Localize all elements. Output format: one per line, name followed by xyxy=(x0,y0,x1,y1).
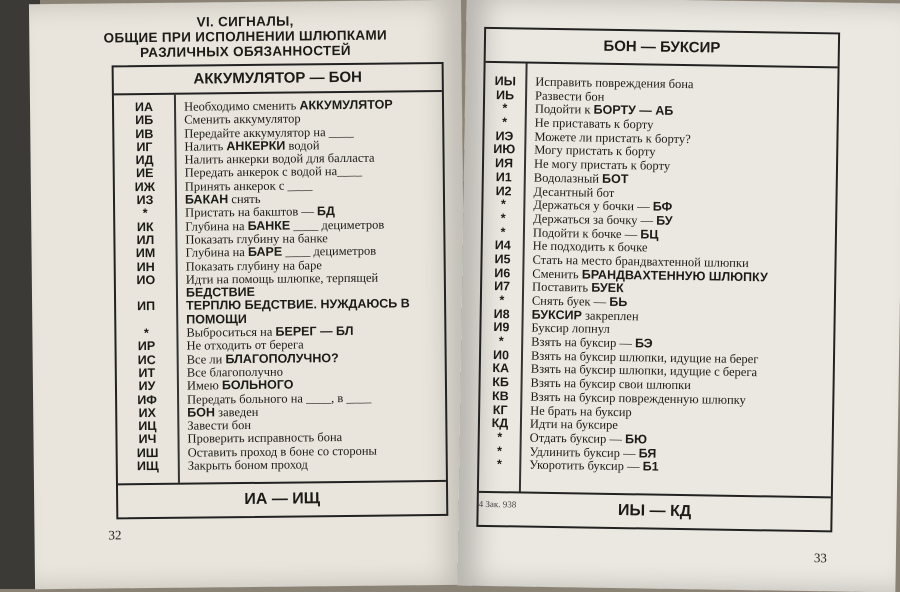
signal-text: Не приставать к борту xyxy=(535,116,654,132)
signal-code: ИХ xyxy=(117,407,177,421)
signal-keyword: АНКЕРКИ xyxy=(226,138,285,153)
signal-text: Проверить исправность бона xyxy=(187,430,342,446)
signal-text: Отдать буксир — xyxy=(530,431,622,446)
signal-text: Выброситься на xyxy=(186,325,272,340)
signal-text: Держаться у бочки — xyxy=(533,198,649,214)
signal-text: Могу пристать к борту xyxy=(534,143,656,159)
signal-keyword: БОРТУ — АБ xyxy=(593,103,673,118)
signal-code: ИЗ xyxy=(115,194,175,208)
signal-text: Не брать на буксир xyxy=(530,403,632,419)
signal-tail: ____ дециметров xyxy=(290,217,384,232)
signal-text: Поставить xyxy=(532,280,588,295)
signal-code: ИЦ xyxy=(117,420,177,434)
signal-text: Налить анкерки водой для балласта xyxy=(185,151,375,167)
signal-code: ИЧ xyxy=(117,433,177,447)
right-signal-table xyxy=(476,27,840,533)
signal-text: Буксир лопнул xyxy=(531,321,610,336)
signal-text: Подойти к бочке — xyxy=(533,225,637,241)
signal-code: ИЕ xyxy=(115,167,175,181)
signal-text: Закрыть боном проход xyxy=(188,457,308,472)
signal-code: ИЩ xyxy=(118,460,178,474)
signal-text: Стать на место брандвахтенной шлюпки xyxy=(532,253,748,270)
section-title-line-1: VI. СИГНАЛЫ, xyxy=(29,12,461,32)
signal-code: ИС xyxy=(117,353,177,367)
signal-text: Передать анкерок с водой на____ xyxy=(185,164,363,180)
signal-code: И9 xyxy=(481,321,521,335)
signal-code: КГ xyxy=(480,403,520,417)
signal-keyword: БРАНДВАХТЕННУЮ ШЛЮПКУ xyxy=(582,267,768,284)
signal-code: ИЯ xyxy=(484,157,524,171)
signal-keyword: БЮ xyxy=(625,432,647,446)
signal-code: ИМ xyxy=(116,247,176,261)
signal-text: Взять на буксир шлюпки, идущие на берег xyxy=(531,348,759,366)
signal-keyword: Б1 xyxy=(643,460,659,474)
signal-text: Глубина на xyxy=(185,245,244,260)
signal-code: И0 xyxy=(481,349,521,363)
signal-keyword: БЕДСТВИЕ xyxy=(186,285,255,300)
signal-text: Идти на буксире xyxy=(530,417,618,432)
signal-code: ИА xyxy=(114,101,174,115)
signal-code: ИВ xyxy=(114,127,174,141)
signal-keyword: БУЕК xyxy=(591,281,624,296)
signal-keyword: БОЛЬНОГО xyxy=(222,378,294,393)
signal-code: ИР xyxy=(116,340,176,354)
signal-code: ИЬ xyxy=(485,89,525,103)
signal-text: Показать глубину на банке xyxy=(185,231,327,246)
signal-text: Оставить проход в боне со стороны xyxy=(188,443,377,459)
signal-code: * xyxy=(483,198,523,212)
signal-keyword: ПОМОЩИ xyxy=(186,312,247,327)
signal-text: Взять на буксир — xyxy=(531,335,632,351)
signal-code: * xyxy=(485,116,525,130)
signal-text: Развести бон xyxy=(535,88,604,103)
signal-keyword: БОТ xyxy=(602,172,629,186)
signal-code: * xyxy=(485,102,525,116)
signal-code: * xyxy=(483,212,523,226)
signal-text: Укоротить буксир — xyxy=(529,458,639,474)
signal-code: КВ xyxy=(480,390,520,404)
signal-tail: заведен xyxy=(215,405,259,419)
signal-code: ИО xyxy=(116,274,176,288)
left-text-column xyxy=(184,98,444,473)
signal-text: Подойти к xyxy=(535,102,591,117)
signal-code: ИЫ xyxy=(485,75,525,89)
signal-keyword: АККУМУЛЯТОР xyxy=(299,97,392,112)
signal-text: Глубина на xyxy=(185,219,244,234)
left-page-number: 32 xyxy=(108,527,121,543)
signal-keyword: БЛАГОПОЛУЧНО? xyxy=(225,351,338,366)
signal-code: ИШ xyxy=(118,446,178,460)
signal-code: И2 xyxy=(483,184,523,198)
signal-code: ИК xyxy=(115,220,175,234)
signal-text: Имею xyxy=(187,379,219,393)
signal-code: * xyxy=(480,431,520,445)
signature-mark: 4 Зак. 938 xyxy=(479,499,517,510)
signal-code: И7 xyxy=(482,280,522,294)
signal-text: Удлинить буксир — xyxy=(529,444,635,460)
right-text-column xyxy=(529,76,835,478)
left-page xyxy=(29,0,467,589)
signal-text: Не могу пристать к борту xyxy=(534,157,670,173)
signal-code: * xyxy=(481,335,521,349)
signal-text: Снять буек — xyxy=(532,294,606,309)
signal-text: Исправить повреждения бона xyxy=(535,75,693,91)
signal-code: И5 xyxy=(482,253,522,267)
signal-keyword: БОН xyxy=(187,405,215,419)
signal-text: Взять на буксир поврежденную шлюпку xyxy=(530,389,746,406)
signal-code: ИУ xyxy=(117,380,177,394)
signal-code: ИН xyxy=(116,260,176,274)
signal-code: ИЖ xyxy=(115,181,175,195)
signal-tail: снять xyxy=(228,192,260,206)
signal-code: * xyxy=(483,225,523,239)
signal-code: ИД xyxy=(115,154,175,168)
signal-tail: закреплен xyxy=(582,308,639,323)
right-code-column xyxy=(479,75,525,473)
signal-text: Передайте аккумулятор на ____ xyxy=(184,124,354,140)
signal-text: Налить xyxy=(184,139,223,153)
signal-text: Не отходить от берега xyxy=(186,338,303,353)
signal-keyword: БФ xyxy=(653,200,673,214)
section-title-line-2: ОБЩИЕ ПРИ ИСПОЛНЕНИИ ШЛЮПКАМИ xyxy=(29,27,461,47)
signal-code: ИТ xyxy=(117,367,177,381)
signal-code: ИЛ xyxy=(115,234,175,248)
signal-text: Передать больного на ____, в ____ xyxy=(187,390,371,406)
right-table-header: БОН — БУКСИР xyxy=(486,29,838,69)
signal-code: ИП xyxy=(116,300,176,314)
signal-code: КБ xyxy=(480,376,520,390)
right-page xyxy=(457,0,900,592)
signal-code: ИФ xyxy=(117,393,177,407)
signal-text: Пристать на бакштов — xyxy=(185,205,314,220)
section-title-line-3: РАЗЛИЧНЫХ ОБЯЗАННОСТЕЙ xyxy=(29,42,461,62)
signal-tail: ____ дециметров xyxy=(282,244,376,259)
signal-keyword: БУ xyxy=(656,213,673,227)
signal-code: ИЭ xyxy=(484,130,524,144)
signal-code: * xyxy=(116,327,176,341)
signal-code: * xyxy=(479,444,519,458)
signal-text: Все ли xyxy=(187,352,223,366)
section-title xyxy=(29,12,461,62)
signal-keyword: БУКСИР xyxy=(532,307,582,322)
signal-text: Завести бон xyxy=(187,418,251,433)
signal-meaning xyxy=(188,457,444,473)
signal-code: И6 xyxy=(482,267,522,281)
signal-code: ИБ xyxy=(114,114,174,128)
signal-text: Идти на помощь шлюпке, терпящей xyxy=(186,270,378,286)
left-signal-table xyxy=(112,62,449,519)
signal-text: Взять на буксир шлюпки, идущие с берега xyxy=(531,362,757,380)
signal-code: И4 xyxy=(483,239,523,253)
signal-text: Показать глубину на баре xyxy=(186,258,322,273)
right-table-footer: ИЫ — КД xyxy=(478,491,830,531)
signal-text: Сменить аккумулятор xyxy=(184,112,301,127)
signal-keyword: БД xyxy=(317,204,335,218)
signal-text: Держаться за бочку — xyxy=(533,212,653,228)
signal-text: Принять анкерок с ____ xyxy=(185,178,313,193)
signal-text: Все благополучно xyxy=(187,365,283,380)
signal-text: Сменить xyxy=(532,266,579,281)
signal-code: * xyxy=(115,207,175,221)
signal-code: ИГ xyxy=(114,141,174,155)
signal-keyword: БЬ xyxy=(609,295,627,309)
signal-code: И1 xyxy=(484,171,524,185)
signal-text: Десантный бот xyxy=(533,184,614,199)
signal-keyword: БЕРЕГ — БЛ xyxy=(275,324,353,339)
left-table-header: АККУМУЛЯТОР — БОН xyxy=(114,64,442,95)
signal-text: Можете ли пристать к борту? xyxy=(534,129,690,145)
signal-tail: водой xyxy=(285,138,319,152)
left-table-footer: ИА — ИЩ xyxy=(118,480,446,517)
right-page-number: 33 xyxy=(814,550,827,566)
signal-keyword: БЭ xyxy=(635,336,653,350)
signal-text: Необходимо сменить xyxy=(184,98,296,113)
signal-text: Не подходить к бочке xyxy=(533,239,648,255)
signal-code: КД xyxy=(480,417,520,431)
signal-text: Водолазный xyxy=(534,170,599,185)
signal-keyword: БАРЕ xyxy=(248,245,282,259)
signal-text: Взять на буксир свои шлюпки xyxy=(530,376,690,393)
left-code-column xyxy=(114,101,178,474)
signal-keyword: ТЕРПЛЮ БЕДСТВИЕ. НУЖДАЮСЬ В xyxy=(186,297,410,313)
signal-code: И8 xyxy=(482,308,522,322)
signal-keyword: БАКАН xyxy=(185,192,228,206)
signal-keyword: БЯ xyxy=(639,446,657,460)
signal-code: * xyxy=(479,458,519,472)
signal-code: * xyxy=(482,294,522,308)
signal-code: КА xyxy=(481,362,521,376)
signal-code: ИЮ xyxy=(484,143,524,157)
signal-keyword: БАНКЕ xyxy=(248,218,291,232)
signal-keyword: БЦ xyxy=(640,227,658,241)
